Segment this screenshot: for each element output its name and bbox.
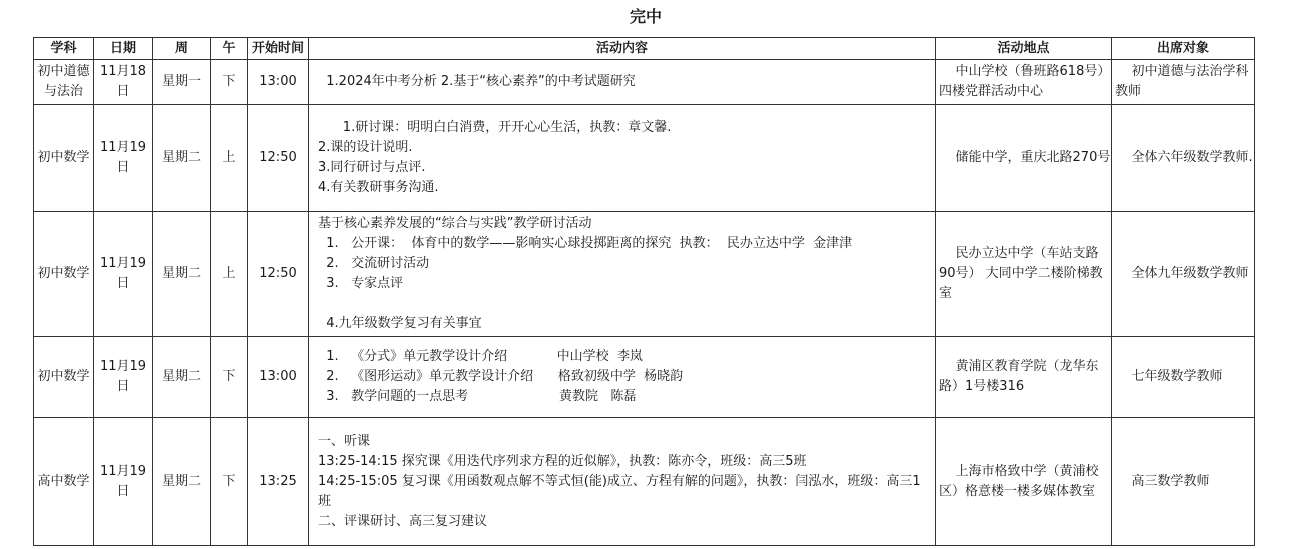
header-location: 活动地点: [936, 38, 1112, 60]
cell-location: [936, 60, 1112, 105]
cell-audience: [1112, 337, 1255, 418]
content-line: 1. 《分式》单元教学设计介绍 中山学校 李岚: [318, 349, 643, 364]
content-line: 4.九年级数学复习有关事宜: [318, 316, 482, 331]
content-line: 1.2024年中考分析 2.基于“核心素养”的中考试题研究: [318, 74, 636, 89]
cell-location: [936, 337, 1112, 418]
location-text: 中山学校（鲁班路618号）四楼党群活动中心: [939, 64, 1111, 99]
cell-subject: 初中数学: [34, 105, 94, 212]
cell-location: [936, 105, 1112, 212]
cell-week: 星期二: [153, 337, 211, 418]
table-row: [34, 212, 1255, 337]
content-line: 一、听课: [318, 433, 371, 449]
cell-period: 下: [211, 60, 248, 105]
header-start-time: 开始时间: [248, 38, 309, 60]
cell-period: 下: [211, 337, 248, 418]
table-row: [34, 60, 1255, 105]
location-text: 黄浦区教育学院（龙华东路）1号楼316: [939, 359, 1099, 394]
content-line: 基于核心素养发展的“综合与实践”教学研讨活动: [318, 216, 592, 231]
cell-audience: [1112, 212, 1255, 337]
content-line: [318, 294, 935, 314]
table-row: [34, 105, 1255, 212]
header-subject: 学科: [34, 38, 94, 60]
cell-content: [309, 212, 936, 337]
audience-text: 七年级数学教师: [1115, 369, 1223, 384]
audience-text: 全体九年级数学教师: [1115, 266, 1249, 281]
cell-audience: [1112, 60, 1255, 105]
content-line: 2.课的设计说明.: [318, 140, 413, 155]
cell-audience: [1112, 105, 1255, 212]
cell-date: 11月19日: [94, 105, 153, 212]
header-week: 周: [153, 38, 211, 60]
header-audience: 出席对象: [1112, 38, 1255, 60]
header-date: 日期: [94, 38, 153, 60]
cell-audience: [1112, 418, 1255, 546]
location-text: 民办立达中学（车站支路90号） 大同中学二楼阶梯教室: [939, 246, 1103, 301]
cell-week: 星期一: [153, 60, 211, 105]
cell-content: [309, 418, 936, 546]
activity-table: [33, 37, 1255, 546]
location-text: 上海市格致中学（黄浦校区）格意楼一楼多媒体教室: [939, 463, 1099, 499]
cell-content: [309, 105, 936, 212]
content-line: 3. 教学问题的一点思考 黄教院 陈磊: [318, 389, 637, 404]
content-line: 13:25-14:15 探究课《用迭代序列求方程的近似解》，执教：陈亦令，班级：高三5班: [318, 453, 807, 469]
content-line: 3.同行研讨与点评.: [318, 160, 426, 175]
content-line: 3. 专家点评: [318, 276, 404, 291]
header-period: 午: [211, 38, 248, 60]
table-row: [34, 418, 1255, 546]
cell-date: 11月18日: [94, 60, 153, 105]
page-title: 完中: [629, 7, 662, 26]
cell-subject: 高中数学: [34, 418, 94, 546]
cell-date: 11月19日: [94, 337, 153, 418]
table-header-row: [34, 38, 1255, 60]
cell-period: 下: [211, 418, 248, 546]
cell-subject: 初中数学: [34, 337, 94, 418]
location-text: 储能中学，重庆北路270号: [939, 150, 1111, 165]
cell-week: 星期二: [153, 105, 211, 212]
content-line: 4.有关教研事务沟通.: [318, 180, 439, 195]
cell-start-time: 13:25: [248, 418, 309, 546]
content-line: 1.研讨课：明明白白消费，开开心心生活，执教：章文馨.: [318, 120, 672, 135]
cell-week: 星期二: [153, 212, 211, 337]
content-line: 2. 《图形运动》单元教学设计介绍 格致初级中学 杨晓韵: [318, 369, 684, 384]
cell-period: 上: [211, 212, 248, 337]
cell-start-time: 12:50: [248, 105, 309, 212]
content-line: 2. 交流研讨活动: [318, 256, 430, 271]
cell-start-time: 12:50: [248, 212, 309, 337]
cell-week: 星期二: [153, 418, 211, 546]
cell-start-time: 13:00: [248, 60, 309, 105]
table-row: [34, 337, 1255, 418]
cell-period: 上: [211, 105, 248, 212]
content-line: 14:25-15:05 复习课《用函数观点解不等式恒(能)成立、方程有解的问题》，执教：闫泓水，班级：高三1班: [318, 473, 921, 509]
cell-content: [309, 60, 936, 105]
cell-date: 11月19日: [94, 418, 153, 546]
cell-location: [936, 418, 1112, 546]
cell-start-time: 13:00: [248, 337, 309, 418]
content-line: 二、评课研讨、高三复习建议: [318, 513, 488, 529]
audience-text: 高三数学教师: [1115, 473, 1210, 489]
header-content: 活动内容: [309, 38, 936, 60]
cell-location: [936, 212, 1112, 337]
cell-subject: 初中数学: [34, 212, 94, 337]
cell-content: [309, 337, 936, 418]
cell-subject: 初中道德与法治: [34, 60, 94, 105]
audience-text: 初中道德与法治学科教师: [1115, 64, 1249, 99]
audience-text: 全体六年级数学教师.: [1115, 150, 1253, 165]
content-line: 1. 公开课： 体育中的数学——影响实心球投掷距离的探究 执教： 民办立达中学 金津津: [318, 236, 853, 251]
cell-date: 11月19日: [94, 212, 153, 337]
